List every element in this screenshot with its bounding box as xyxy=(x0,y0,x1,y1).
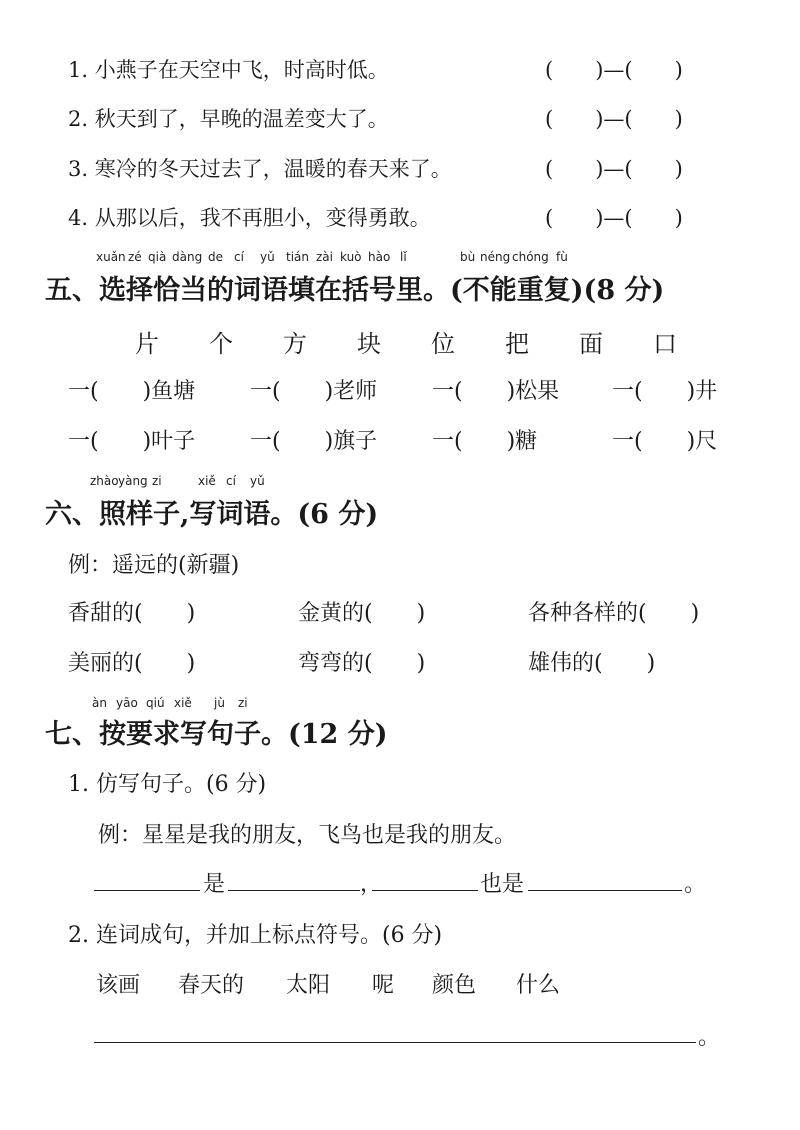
answer-line[interactable] xyxy=(228,890,360,891)
pinyin-syllable: jù xyxy=(214,696,225,710)
fill-item[interactable]: 一( )旗子 xyxy=(250,429,378,454)
fill-item[interactable]: 一( )糖 xyxy=(432,429,538,454)
q1-connector: 也是 xyxy=(480,872,525,897)
pinyin-syllable: néng xyxy=(480,250,511,264)
question-item-4: 4. 从那以后，我不再胆小，变得勇敢。 xyxy=(68,206,431,230)
pinyin-syllable: zài xyxy=(316,250,333,264)
pinyin-syllable: qiú xyxy=(146,696,165,710)
scrambled-word: 呢 xyxy=(372,973,395,998)
pinyin-syllable: qià xyxy=(148,250,167,264)
scrambled-word: 颜色 xyxy=(432,973,477,998)
fill-item[interactable]: 弯弯的( ) xyxy=(298,651,426,676)
pinyin-syllable: cí xyxy=(234,250,244,264)
pinyin-syllable: bù xyxy=(460,250,476,264)
word-bank-item: 片 xyxy=(135,330,159,358)
pinyin-syllable: zhào xyxy=(90,474,119,488)
pinyin-syllable: zi xyxy=(238,696,248,710)
q1-comma: ， xyxy=(360,872,383,897)
answer-blank-4[interactable]: ( )—( ) xyxy=(545,206,683,230)
pinyin-syllable: yǔ xyxy=(250,474,265,488)
word-bank-item: 口 xyxy=(653,330,677,358)
question-item-3: 3. 寒冷的冬天过去了，温暖的春天来了。 xyxy=(68,157,452,181)
section7-pinyin xyxy=(92,696,258,710)
answer-blank-3[interactable]: ( )—( ) xyxy=(545,157,683,181)
q1-example: 例：星星是我的朋友，飞鸟也是我的朋友。 xyxy=(98,823,517,848)
pinyin-syllable: zé xyxy=(128,250,142,264)
pinyin-syllable: yǔ xyxy=(260,250,275,264)
scrambled-word: 什么 xyxy=(516,973,561,998)
pinyin-syllable: zi xyxy=(152,474,162,488)
pinyin-syllable: yàng xyxy=(118,474,148,488)
answer-line[interactable] xyxy=(94,1042,696,1043)
pinyin-syllable: xuǎn xyxy=(96,250,126,264)
q1-connector: 是 xyxy=(203,872,226,897)
pinyin-syllable: xiě xyxy=(174,696,192,710)
section7-title: 七、按要求写句子。(12 分) xyxy=(45,719,388,750)
answer-blank-1[interactable]: ( )—( ) xyxy=(545,58,683,82)
fill-item[interactable]: 一( )井 xyxy=(612,379,718,404)
section5-pinyin xyxy=(96,250,572,264)
answer-line[interactable] xyxy=(528,890,682,891)
scrambled-word: 春天的 xyxy=(178,973,245,998)
fill-item[interactable]: 各种各样的( ) xyxy=(528,601,700,626)
pinyin-syllable: chóng xyxy=(512,250,549,264)
section5-title: 五、选择恰当的词语填在括号里。(不能重复)(8 分) xyxy=(45,275,665,306)
word-bank-item: 把 xyxy=(505,330,529,358)
pinyin-syllable: tián xyxy=(286,250,309,264)
fill-item[interactable]: 香甜的( ) xyxy=(68,601,196,626)
answer-line[interactable] xyxy=(94,890,200,891)
word-bank-item: 位 xyxy=(431,330,455,358)
pinyin-syllable: xiě xyxy=(198,474,216,488)
fill-item[interactable]: 一( )尺 xyxy=(612,429,718,454)
example-text: 例：遥远的(新疆) xyxy=(68,553,240,578)
fill-item[interactable]: 金黄的( ) xyxy=(298,601,426,626)
word-bank-item: 块 xyxy=(357,330,381,358)
scrambled-word: 太阳 xyxy=(286,973,331,998)
fill-item[interactable]: 一( )老师 xyxy=(250,379,378,404)
word-bank-item: 方 xyxy=(283,330,307,358)
question-item-1: 1. 小燕子在天空中飞，时高时低。 xyxy=(68,58,389,82)
pinyin-syllable: dàng xyxy=(172,250,203,264)
fill-item[interactable]: 美丽的( ) xyxy=(68,651,196,676)
pinyin-syllable: lǐ xyxy=(400,250,407,264)
q2-title: 2. 连词成句，并加上标点符号。(6 分) xyxy=(68,923,443,948)
pinyin-syllable: hào xyxy=(368,250,391,264)
pinyin-syllable: de xyxy=(208,250,223,264)
fill-item[interactable]: 雄伟的( ) xyxy=(528,651,656,676)
word-bank-item: 面 xyxy=(579,330,603,358)
pinyin-syllable: kuò xyxy=(340,250,362,264)
scrambled-word: 该画 xyxy=(96,973,141,998)
word-bank-item: 个 xyxy=(209,330,233,358)
q2-period: 。 xyxy=(698,1025,721,1050)
fill-item[interactable]: 一( )松果 xyxy=(432,379,560,404)
pinyin-syllable: àn xyxy=(92,696,107,710)
q1-title: 1. 仿写句子。(6 分) xyxy=(68,772,267,797)
section6-title: 六、照样子,写词语。(6 分) xyxy=(45,499,379,530)
fill-item[interactable]: 一( )叶子 xyxy=(68,429,196,454)
pinyin-syllable: cí xyxy=(226,474,236,488)
question-item-2: 2. 秋天到了，早晚的温差变大了。 xyxy=(68,107,389,131)
q1-period: 。 xyxy=(684,872,707,897)
word-bank xyxy=(135,324,727,359)
pinyin-syllable: yāo xyxy=(116,696,138,710)
section6-pinyin xyxy=(90,474,270,488)
answer-line[interactable] xyxy=(372,890,478,891)
fill-item[interactable]: 一( )鱼塘 xyxy=(68,379,196,404)
pinyin-syllable: fù xyxy=(556,250,568,264)
answer-blank-2[interactable]: ( )—( ) xyxy=(545,107,683,131)
